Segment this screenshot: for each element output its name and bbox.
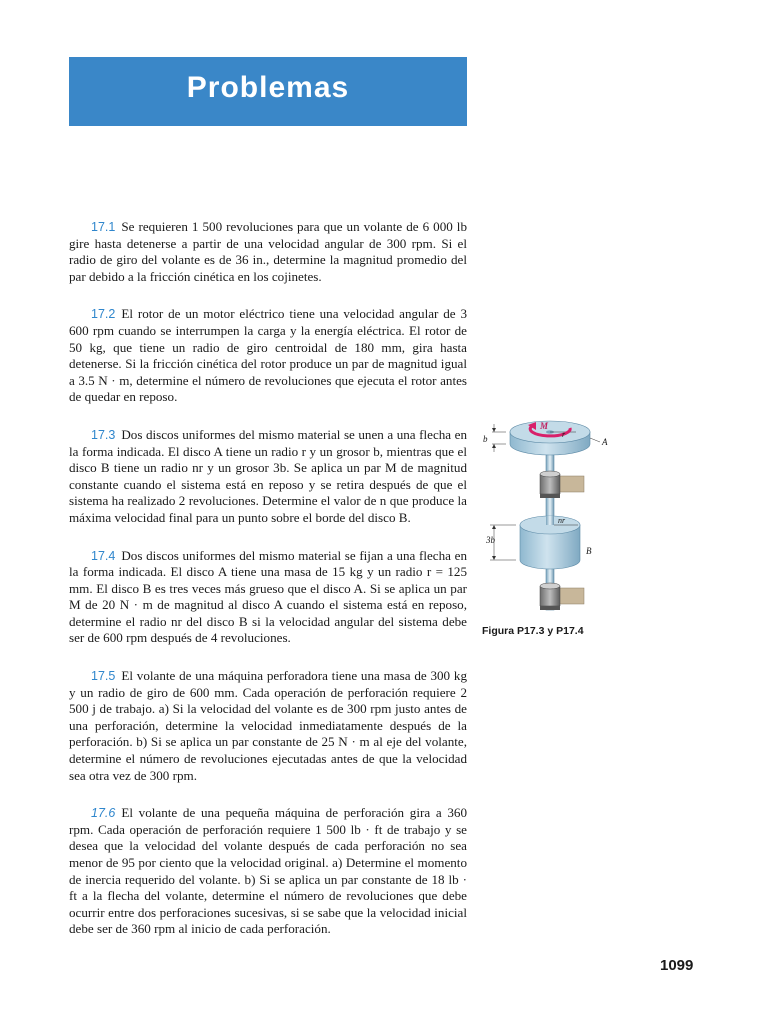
problem-17-5 [69,668,467,784]
problem-number: 17.6 [91,806,116,821]
disc-b [520,516,580,569]
figure-caption: Figura P17.3 y P17.4 [482,625,584,637]
problem-text: Dos discos uniformes del mismo material se unen a una flecha en la forma indicada. El disco A tiene un radio r y un grosor b, mientras que el disco B tiene un radio nr y un grosor 3b. Se aplica un par M de magnitud constante cuando el sistema está en reposo y se retira después de que el sistema ha realizado 2 revoluciones. Determine el valor de n que produce la máxima velocidad final para un punto sobre el borde del disco B. [69,426,467,525]
problem-text: Dos discos uniformes del mismo material se fijan a una flecha en la forma indicada. El disco A tiene una masa de 15 kg y un radio r = 125 mm. El disco B es tres veces más grueso que el disco A. Si se aplica un par M de 20 N · m de magnitud al disco A cuando el sistema está en reposo, determine el radio nr del disco B si la velocidad angular del sistema debe ser de 600 rpm después de 4 revoluciones. [69,547,467,646]
problem-17-2 [69,306,467,406]
label-3b: 3b [486,535,495,545]
page-number: 1099 [660,957,694,974]
problem-number: 17.5 [91,669,116,684]
label-a: A [602,437,608,447]
label-nr: nr [558,516,566,525]
problem-17-6 [69,805,467,938]
label-b: b [483,434,488,444]
label-b-disc: B [586,546,592,556]
problem-number: 17.4 [91,548,116,563]
disc-a [510,421,590,455]
upper-bearing [540,471,584,498]
problem-text: El volante de una pequeña máquina de perforación gira a 360 rpm. Cada operación de perforación requiere 1 500 lb · ft de trabajo y se desea que la velocidad del volante después de cada perforación no sea menor de 95 por ciento que la velocidad original. a) Determine el momento de inercia requerido del volante. b) Si se aplica un par constante de 18 lb · ft a la flecha del volante, determine el número de revoluciones que debe ocurrir entre dos perforaciones sucesivas, si se sabe que la velocidad inicial debe ser de 360 rpm al inicio de cada perforación. [69,805,467,937]
figure-drawing [480,410,630,620]
problem-list [69,219,467,959]
problem-17-3 [69,427,467,527]
problem-text: El volante de una máquina perforadora tiene una masa de 300 kg y un radio de giro de 600 mm. Cada operación de perforación requiere 2 500 j de trabajo. a) Si la velocidad del volante es de 300 rpm justo antes de una perforación, determine la velocidad inmediatamente después de la perforación. b) Si se aplica un par constante de 25 N · m al eje del volante, determine el número de revoluciones ejecutadas antes de que la velocidad sea otra vez de 300 rpm. [69,668,467,783]
problem-text: El rotor de un motor eléctrico tiene una velocidad angular de 3 600 rpm cuando se interrumpen la carga y la energía eléctrica. El rotor de 50 kg, que tiene un radio de giro centroidal de 180 mm, gira hasta detenerse. Si la fricción cinética del rotor produce un par de magnitud igual a 3.5 N · m, determine el número de revoluciones que ejecuta el rotor antes de quedar en reposo. [69,306,467,405]
label-r: r [562,430,566,439]
problem-number: 17.2 [91,307,116,322]
section-banner [69,57,467,126]
problem-17-1 [69,219,467,285]
label-m: M [540,421,549,431]
problem-text: Se requieren 1 500 revoluciones para que un volante de 6 000 lb gire hasta detenerse a partir de una velocidad angular de 300 rpm. Si el radio de giro del volante es de 36 in., determine la magnitud promedio del par debido a la fricción cinética en los cojinetes. [69,219,467,284]
section-title: Problemas [186,71,350,104]
problem-number: 17.3 [91,427,116,442]
problem-number: 17.1 [91,220,116,234]
figure-two-discs [480,410,630,620]
lower-bearing [540,583,584,610]
problem-17-4 [69,548,467,648]
